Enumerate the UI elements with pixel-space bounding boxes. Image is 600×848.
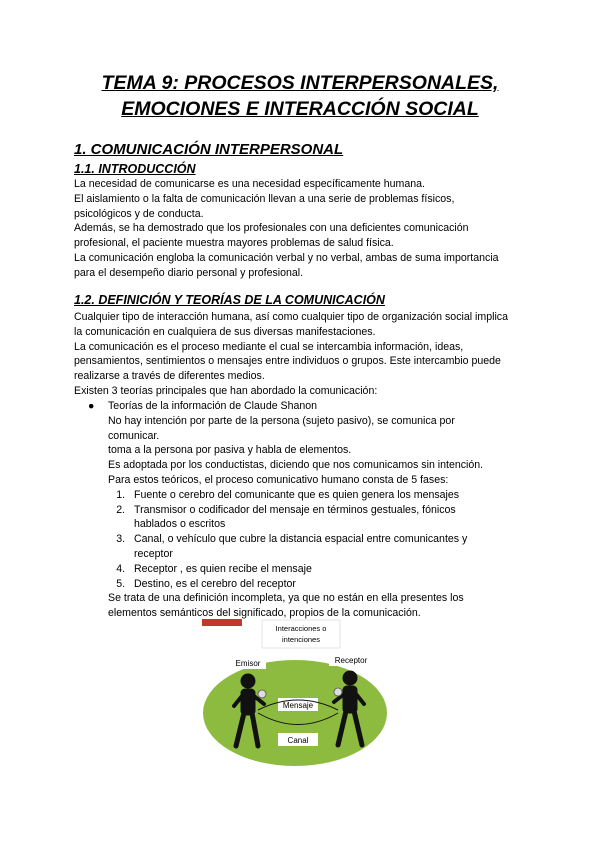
phase-item: 3. Canal, o vehículo que cubre la distancia espacial entre comunicantes y receptor [128, 532, 484, 562]
mensaje-label: Mensaje [282, 701, 314, 710]
intro-line: El aislamiento o la falta de comunicación llevan a una serie de problemas físicos, [74, 192, 455, 205]
definition-line: la comunicación en cualquiera de sus diversas manifestaciones. [74, 325, 376, 338]
communication-diagram [200, 618, 390, 768]
document-title [40, 70, 560, 122]
receptor-label: Receptor [334, 656, 368, 665]
red-bar [202, 619, 242, 626]
green-ellipse [203, 660, 387, 766]
section-1-heading: 1. COMUNICACIÓN INTERPERSONAL [74, 141, 344, 158]
intro-line: La comunicación engloba la comunicación verbal y no verbal, ambas de suma importancia [74, 251, 499, 264]
definition-line: realizarse a través de diferentes medios. [74, 370, 265, 383]
intro-line: para el desempeño diario personal y profesional. [74, 266, 304, 279]
canal-label: Canal [287, 736, 309, 745]
bullet-body [88, 414, 528, 488]
conclusion-line: Se trata de una definición incompleta, ya que no están en ella presentes los [108, 592, 464, 605]
intro-paragraphs [74, 177, 534, 281]
phase-item: 1. Fuente o cerebro del comunicante que es quien genera los mensajes [128, 488, 528, 503]
phase-item: 4. Receptor , es quien recibe el mensaje [128, 562, 528, 577]
title-line-2: EMOCIONES E INTERACCIÓN SOCIAL [121, 98, 479, 120]
definition-paragraphs [74, 310, 534, 399]
interactions-label-line-2: intenciones [282, 635, 320, 644]
emisor-label: Emisor [235, 659, 261, 668]
title-line-1: TEMA 9: PROCESOS INTERPERSONALES, [101, 72, 499, 94]
phase-item: 2. Transmisor o codificador del mensaje en términos gestuales, fónicos hablados o escritos [128, 503, 464, 533]
definition-line: Existen 3 teorías principales que han abordado la comunicación: [74, 384, 378, 397]
theory-bullet [88, 399, 528, 621]
interactions-label-line-1: Interacciones o [275, 624, 327, 633]
phase-item: 5. Destino, es el cerebro del receptor [128, 577, 528, 592]
section-1-1-heading: 1.1. INTRODUCCIÓN [74, 162, 196, 176]
definition-line: pensamientos, sentimientos o mensajes entre individuos o grupos. Este intercambio puede [74, 355, 501, 368]
bullet-line: No hay intención por parte de la persona (sujeto pasivo), se comunica por [108, 414, 455, 427]
bullet-line: Para estos teóricos, el proceso comunicativo humano consta de 5 fases: [108, 473, 449, 486]
bullet-conclusion [88, 591, 528, 621]
bullet-dot-icon: ● [88, 400, 95, 412]
definition-line: La comunicación es el proceso mediante el cual se intercambia información, ideas, [74, 340, 464, 353]
phases-list [88, 488, 528, 592]
intro-line: La necesidad de comunicarse es una necesidad específicamente humana. [74, 178, 425, 190]
definition-line: Cualquier tipo de interacción humana, así como cualquier tipo de organización social implica [74, 311, 508, 323]
communication-diagram-svg [200, 618, 390, 768]
bullet-line: Es adoptada por los conductistas, diciendo que nos comunicamos sin intención. [108, 459, 484, 472]
bullet-item [88, 399, 528, 414]
bullet-head-text: Teorías de la información de Claude Shanon [108, 400, 318, 412]
intro-line: profesional, el paciente muestra mayores problemas de salud física. [74, 237, 394, 250]
intro-line: psicológicos y de conducta. [74, 207, 204, 220]
section-1-2-heading: 1.2. DEFINICIÓN Y TEORÍAS DE LA COMUNICACIÓN [74, 293, 385, 307]
bullet-line: toma a la persona por pasiva y habla de elementos. [108, 444, 352, 457]
intro-line: Además, se ha demostrado que los profesionales con una deficientes comunicación [74, 222, 469, 235]
bullet-line: comunicar. [108, 429, 160, 442]
conclusion-line: elementos semánticos del significado, propios de la comunicación. [108, 607, 421, 620]
